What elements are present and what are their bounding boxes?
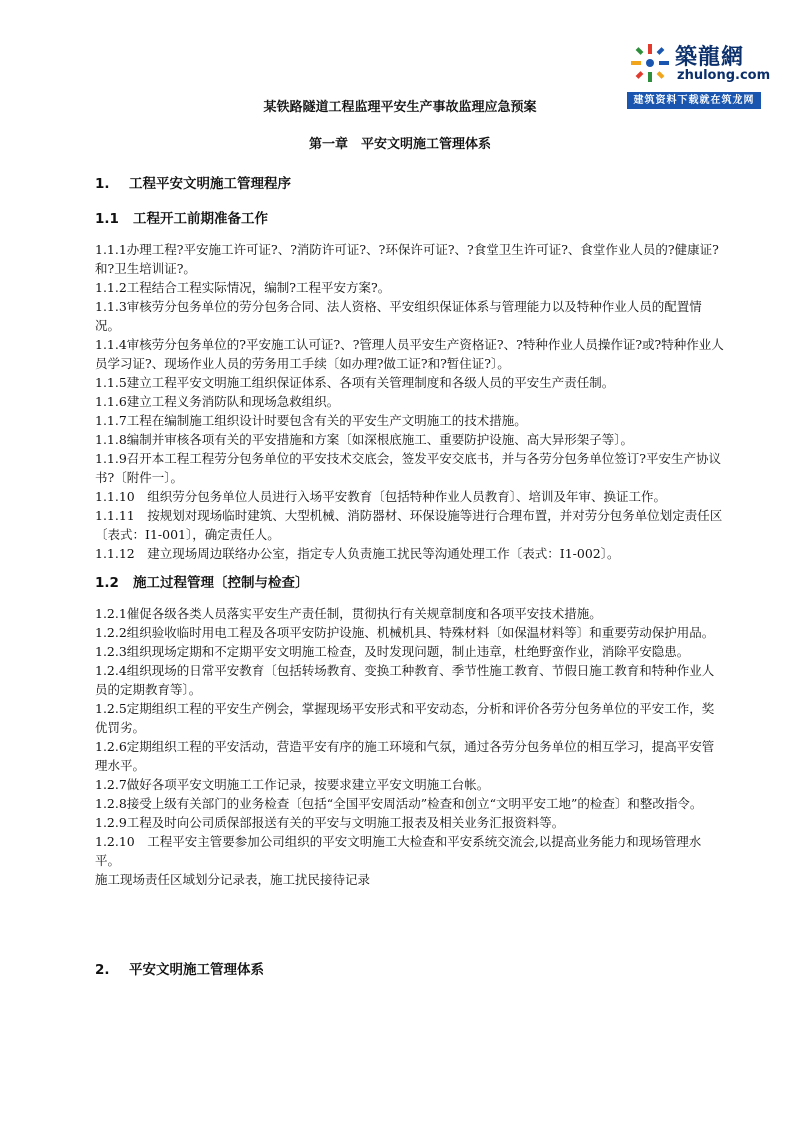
list-item: 1.1.9召开本工程工程劳分包务单位的平安技术交底会，签发平安交底书，并与各劳分包务单位签订?平安生产协议书?〔附件一〕。 (95, 451, 722, 485)
list-item: 1.1.5建立工程平安文明施工组织保证体系、各项有关管理制度和各级人员的平安生产责任制。 (95, 375, 615, 390)
section-number: 2. (95, 962, 110, 978)
list-item: 1.1.11 按规划对现场临时建筑、大型机械、消防器材、环保设施等进行合理布置，并对劳分包务单位划定责任区〔表式：Ⅰ1-001〕，确定责任人。 (95, 508, 723, 542)
list-item: 1.1.12 建立现场周边联络办公室，指定专人负责施工扰民等沟通处理工作〔表式：Ⅰ1-002〕。 (95, 546, 620, 561)
logo-brand-name: 築龍網 (675, 45, 745, 70)
list-item: 1.2.8接受上级有关部门的业务检查〔包括“全国平安周活动”检查和创立“文明平安工地”的检查〕和整改指令。 (95, 796, 703, 811)
section-number: 1. (95, 176, 110, 192)
list-item: 1.2.10 工程平安主管要参加公司组织的平安文明施工大检查和平安系统交流会,以提高业务能力和现场管理水平。 (95, 834, 702, 868)
section-1-2-body (95, 604, 725, 889)
section-2-heading (95, 958, 264, 978)
section-number: 1.2 (95, 575, 119, 591)
list-item: 1.2.1催促各级各类人员落实平安生产责任制，贯彻执行有关规章制度和各项平安技术措施。 (95, 606, 602, 621)
list-item: 1.1.7工程在编制施工组织设计时要包含有关的平安生产文明施工的技术措施。 (95, 413, 527, 428)
snowflake-logo-icon (629, 42, 671, 84)
section-number: 1.1 (95, 211, 119, 227)
section-1-2-heading (95, 571, 309, 591)
list-item: 1.1.10 组织劳分包务单位人员进行入场平安教育〔包括特种作业人员教育〕、培训及年审、换证工作。 (95, 489, 667, 504)
section-1-heading (95, 172, 291, 192)
list-item: 1.1.4审核劳分包务单位的?平安施工认可证?、?管理人员平安生产资格证?、?特种作业人员操作证?或?特种作业人员学习证?、现场作业人员的劳务用工手续〔如办理?做工证?和?暂住证?〕。 (95, 337, 724, 371)
list-item: 1.2.9工程及时向公司质保部报送有关的平安与文明施工报表及相关业务汇报资料等。 (95, 815, 565, 830)
list-item: 施工现场责任区域划分记录表，施工扰民接待记录 (95, 872, 371, 887)
list-item: 1.1.8编制并审核各项有关的平安措施和方案〔如深根底施工、重要防护设施、高大异形架子等〕。 (95, 432, 634, 447)
section-title: 施工过程管理〔控制与检查〕 (133, 575, 309, 591)
list-item: 1.2.3组织现场定期和不定期平安文明施工检查，及时发现问题，制止违章，杜绝野蛮作业，消除平安隐患。 (95, 644, 690, 659)
logo-domain: zhulong.com (677, 68, 771, 83)
section-1-1-heading (95, 207, 268, 227)
list-item: 1.1.3审核劳分包务单位的劳分包务合同、法人资格、平安组织保证体系与管理能力以及特种作业人员的配置情况。 (95, 299, 702, 333)
list-item: 1.2.7做好各项平安文明施工工作记录，按要求建立平安文明施工台帐。 (95, 777, 490, 792)
list-item: 1.1.1办理工程?平安施工许可证?、?消防许可证?、?环保许可证?、?食堂卫生许可证?、食堂作业人员的?健康证?和?卫生培训证?。 (95, 242, 719, 276)
list-item: 1.2.5定期组织工程的平安生产例会，掌握现场平安形式和平安动态，分析和评价各劳分包务单位的平安工作，奖优罚劣。 (95, 701, 715, 735)
logo-slogan: 建筑资料下载就在筑龙网 (627, 92, 761, 109)
chapter-heading: 第一章 平安文明施工管理体系 (308, 137, 491, 152)
section-title: 平安文明施工管理体系 (129, 962, 264, 978)
section-title: 工程开工前期准备工作 (133, 211, 268, 227)
list-item: 1.2.6定期组织工程的平安活动，营造平安有序的施工环境和气氛，通过各劳分包务单位的相互学习，提高平安管理水平。 (95, 739, 715, 773)
document-title: 某铁路隧道工程监理平安生产事故监理应急预案 (263, 100, 537, 115)
section-title: 工程平安文明施工管理程序 (129, 176, 291, 192)
list-item: 1.2.4组织现场的日常平安教育〔包括转场教育、变换工种教育、季节性施工教育、节假日施工教育和特种作业人员的定期教育等〕。 (95, 663, 715, 697)
list-item: 1.2.2组织验收临时用电工程及各项平安防护设施、机械机具、特殊材料〔如保温材料等〕和重要劳动保护用品。 (95, 625, 715, 640)
section-1-1-body (95, 240, 725, 563)
list-item: 1.1.2工程结合工程实际情况，编制?工程平安方案?。 (95, 280, 391, 295)
list-item: 1.1.6建立工程义务消防队和现场急救组织。 (95, 394, 340, 409)
